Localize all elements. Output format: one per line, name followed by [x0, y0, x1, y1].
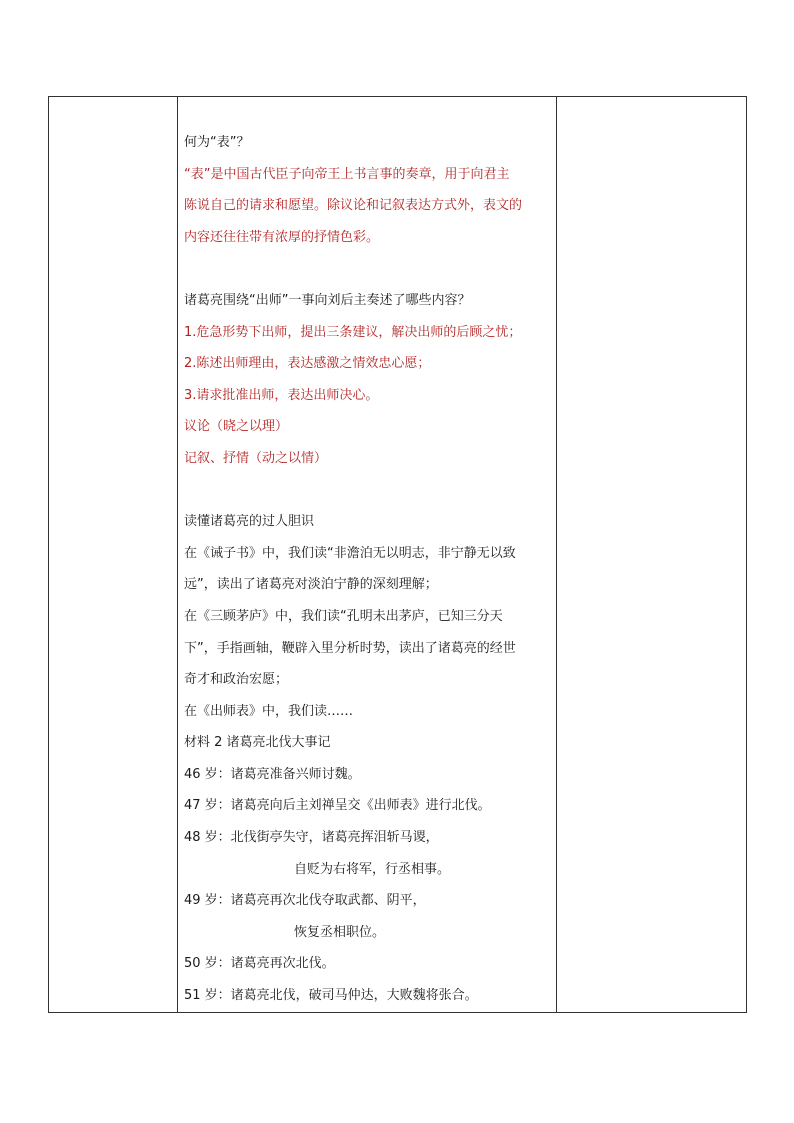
- point-item: 2.陈述出师理由，表达感激之情效忠心愿；: [184, 356, 431, 372]
- method-argument: 议论（晓之以理）: [184, 419, 289, 435]
- reading-line: 下”，手指画轴，鞭辟入里分析时势，读出了诸葛亮的经世: [184, 640, 516, 656]
- lesson-table: [48, 96, 747, 1013]
- spacer: [184, 475, 556, 507]
- reading-line: 在《出师表》中，我们读……: [184, 703, 354, 719]
- left-cell: [49, 97, 178, 1013]
- timeline-event-continued: 恢复丞相职位。: [294, 924, 386, 940]
- section-title-courage: 读懂诸葛亮的过人胆识: [184, 514, 315, 530]
- question-what-is-biao: 何为“表”？: [184, 135, 250, 150]
- reading-line: 在《诫子书》中，我们读“非澹泊无以明志，非宁静无以致: [184, 545, 516, 561]
- timeline-event: 49 岁：诸葛亮再次北伐夺取武都、阴平，: [184, 893, 426, 909]
- content-cell: [178, 97, 557, 1013]
- point-item: 1.危急形势下出师，提出三条建议，解决出师的后顾之忧；: [184, 324, 522, 340]
- content-body: [178, 97, 556, 1012]
- reading-line: 远”，读出了诸葛亮对淡泊宁静的深刻理解；: [184, 577, 438, 593]
- table-row: [49, 97, 747, 1013]
- question-content: 诸葛亮围绕“出师”一事向刘后主奏述了哪些内容？: [184, 292, 471, 308]
- timeline-event: 47 岁：诸葛亮向后主刘禅呈交《出师表》进行北伐。: [184, 798, 491, 814]
- answer-line: 内容还往往带有浓厚的抒情色彩。: [184, 229, 380, 245]
- material-title: 材料 2 诸葛亮北伐大事记: [184, 735, 331, 751]
- spacer: [184, 253, 556, 285]
- timeline-event: 48 岁：北伐街亭失守，诸葛亮挥泪斩马谡，: [184, 830, 439, 846]
- reading-line: 在《三顾茅庐》中，我们读“孔明未出茅庐，已知三分天: [184, 608, 503, 624]
- reading-line: 奇才和政治宏愿；: [184, 672, 289, 688]
- timeline-event: 51 岁：诸葛亮北伐，破司马仲达，大败魏将张合。: [184, 988, 478, 1004]
- timeline-event-continued: 自贬为右将军，行丞相事。: [294, 861, 451, 877]
- timeline-event: 50 岁：诸葛亮再次北伐。: [184, 956, 335, 972]
- method-narrative: 记叙、抒情（动之以情）: [184, 450, 328, 466]
- answer-line: “表”是中国古代臣子向帝王上书言事的奏章，用于向君主: [184, 166, 510, 182]
- right-cell: [557, 97, 747, 1013]
- timeline-event: 46 岁：诸葛亮准备兴师讨魏。: [184, 766, 361, 782]
- point-item: 3.请求批准出师，表达出师决心。: [184, 387, 379, 403]
- answer-line: 陈说自己的请求和愿望。除议论和记叙表达方式外，表文的: [184, 198, 523, 214]
